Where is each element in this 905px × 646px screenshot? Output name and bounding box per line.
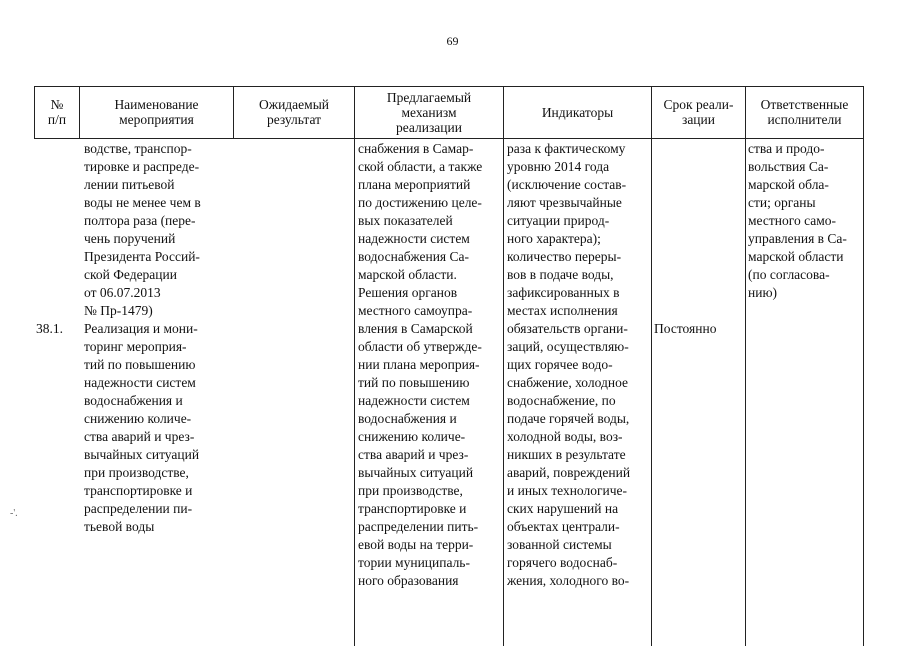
- header-divider: [34, 138, 864, 139]
- header-mechanism: Предлагаемый механизм реализации: [386, 89, 472, 135]
- table-border-right: [863, 86, 864, 646]
- header-term: Срок реали- зации: [663, 97, 734, 127]
- header-responsible: Ответственные исполнители: [760, 97, 849, 127]
- continuation-name-cell: водстве, транспор- тировке и распреде- лении питьевой воды не менее чем в полтора раза (пере- чень поручений Президента Россий- ской Федерации от 06.07.2013 № Пр-1479): [84, 141, 201, 318]
- table-border-top: [34, 86, 864, 87]
- header-num: № п/п: [47, 97, 67, 127]
- mechanism-cell: снабжения в Самар- ской области, а также плана мероприятий по достижению целе- вых показателей надежности систем водоснабжения Са- марской области. Решения органов местного самоупра- вления в Самарской области об утвержде- нии плана мероприя- тий по повышению надежности систем водоснабжения и снижению количе- ства аварий и чрез- вычайных ситуаций при производстве, транспортировке и распределении пить- евой воды на терри- тории муниципаль- ного образования: [358, 141, 483, 588]
- responsible-cell: ства и продо- вольствия Са- марской обла- сти; органы местного само- управления в Са- марской области (по согласова- нию): [748, 141, 847, 300]
- header-name: Наименование мероприятия: [114, 97, 199, 127]
- column-divider: [651, 86, 652, 646]
- column-divider: [745, 86, 746, 646]
- measures-table: [34, 86, 864, 646]
- header-indicators: Индикаторы: [541, 104, 614, 120]
- indicators-cell: раза к фактическому уровню 2014 года (исключение состав- ляют чрезвычайные ситуации природ- ного характера); количество переры- вов в подаче воды, зафиксированных в местах исполнения обязательств органи- заций, осуществляю- щих горячее водо- снабжение, холодное водоснабжение, по подаче горячей воды, холодной воды, воз- никших в результате аварий, повреждений и иных технологиче- ских нарушений на объектах централи- зованной системы горячего водоснаб- жения, холодного во-: [507, 141, 631, 588]
- row-name-cell: Реализация и мони- торинг мероприя- тий по повышению надежности систем водоснабжения и снижению количе- ства аварий и чрез- вычайных ситуаций при производстве, транспортировке и распределении пи- тьевой воды: [84, 321, 200, 534]
- header-result: Ожидаемый результат: [259, 97, 329, 127]
- margin-mark: -'.: [10, 508, 18, 519]
- term-cell: Постоянно: [654, 321, 717, 336]
- column-divider: [503, 86, 504, 646]
- row-number: 38.1.: [36, 321, 63, 336]
- column-divider: [354, 86, 355, 646]
- page-number: 69: [446, 34, 459, 48]
